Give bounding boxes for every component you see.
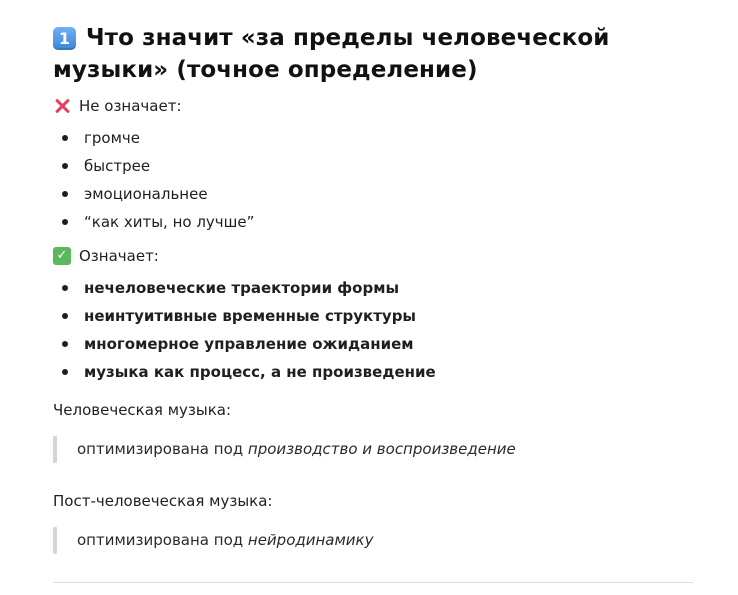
list-item bbox=[53, 152, 693, 180]
quote-prefix: оптимизирована под bbox=[77, 440, 248, 458]
list-item-text: неинтуитивные временные структуры bbox=[84, 307, 416, 325]
means-list bbox=[53, 274, 693, 386]
section-heading bbox=[53, 22, 693, 86]
list-item-text: “как хиты, но лучше” bbox=[84, 213, 255, 231]
bullet-icon bbox=[62, 135, 68, 141]
not-means-label-row bbox=[53, 96, 693, 116]
list-item bbox=[53, 274, 693, 302]
bullet-icon bbox=[62, 163, 68, 169]
list-item-text: музыка как процесс, а не произведение bbox=[84, 363, 436, 381]
list-item bbox=[53, 208, 693, 236]
list-item bbox=[53, 330, 693, 358]
quote-emphasis: производство и воспроизведение bbox=[247, 440, 516, 458]
human-music-caption: Человеческая музыка: bbox=[53, 401, 232, 419]
list-item bbox=[53, 180, 693, 208]
bullet-icon bbox=[62, 369, 68, 375]
list-item-text: нечеловеческие траектории формы bbox=[84, 279, 400, 297]
means-label: Означает: bbox=[79, 247, 159, 265]
list-item bbox=[53, 124, 693, 152]
horizontal-divider bbox=[53, 582, 693, 583]
list-item bbox=[53, 302, 693, 330]
document-content bbox=[53, 22, 693, 554]
not-means-list bbox=[53, 124, 693, 236]
bullet-icon bbox=[62, 285, 68, 291]
post-human-music-caption: Пост-человеческая музыка: bbox=[53, 492, 273, 510]
section-title: Что значит «за пределы человеческой музыки» (точное определение) bbox=[53, 25, 610, 83]
bullet-icon bbox=[62, 219, 68, 225]
list-item-text: эмоциональнее bbox=[84, 185, 208, 203]
cross-mark-icon bbox=[53, 97, 71, 115]
means-label-row bbox=[53, 246, 693, 266]
human-music-quote bbox=[53, 436, 693, 463]
list-item-text: быстрее bbox=[84, 157, 151, 175]
bullet-icon bbox=[62, 191, 68, 197]
quote-bar bbox=[53, 436, 57, 463]
quote-prefix: оптимизирована под bbox=[77, 531, 248, 549]
list-item-text: многомерное управление ожиданием bbox=[84, 335, 414, 353]
bullet-icon bbox=[62, 341, 68, 347]
quote-emphasis: нейродинамику bbox=[247, 531, 374, 549]
post-human-music-quote bbox=[53, 527, 693, 554]
list-item bbox=[53, 358, 693, 386]
check-mark-icon: ✓ bbox=[53, 247, 71, 265]
not-means-label: Не означает: bbox=[79, 97, 182, 115]
keycap-one-icon: 1 bbox=[53, 27, 76, 50]
list-item-text: громче bbox=[84, 129, 140, 147]
quote-bar bbox=[53, 527, 57, 554]
bullet-icon bbox=[62, 313, 68, 319]
